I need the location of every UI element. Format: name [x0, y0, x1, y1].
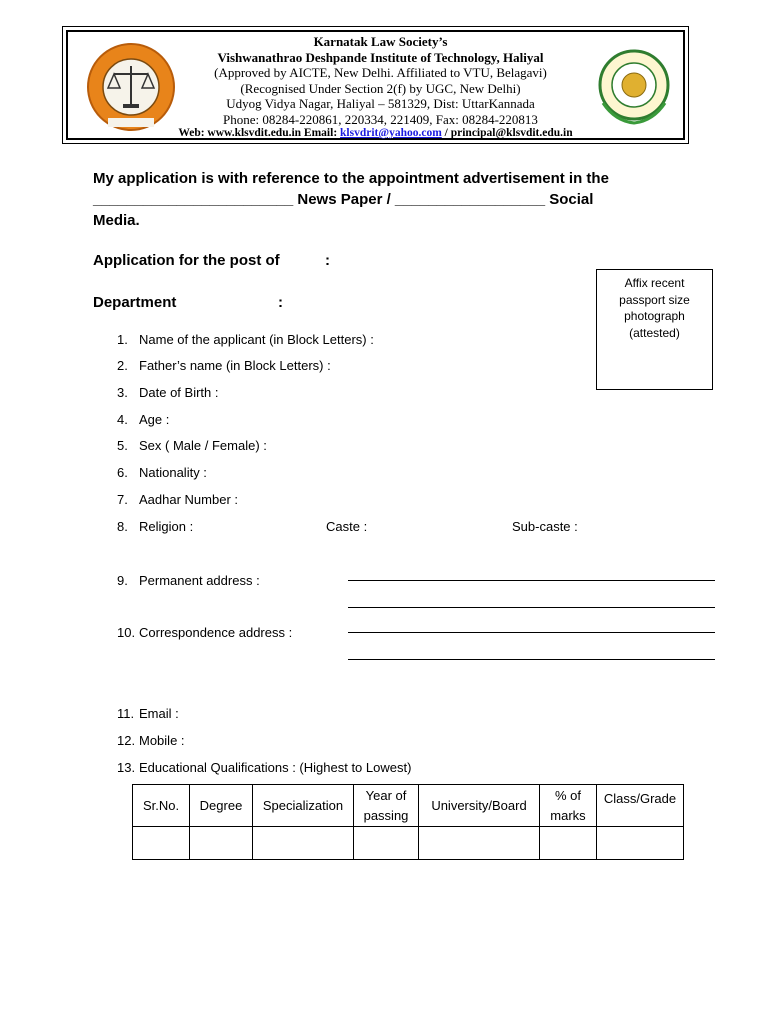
item-email — [117, 706, 179, 721]
approval-line: (Approved by AICTE, New Delhi. Affiliated to VTU, Belagavi) — [214, 65, 547, 80]
item-number: 3. — [117, 385, 128, 400]
item-label: Name of the applicant (in Block Letters) : — [139, 332, 374, 347]
address-line: Udyog Vidya Nagar, Haliyal – 581329, Dist: UttarKannada — [226, 96, 535, 111]
item-label: Permanent address : — [139, 573, 260, 588]
cell-specialization[interactable] — [253, 827, 354, 860]
reference-line-3: Media. — [93, 212, 140, 229]
cell-degree[interactable] — [190, 827, 253, 860]
correspondence-address-line-1[interactable] — [348, 632, 715, 633]
header-university-board: University/Board — [419, 785, 540, 827]
post-label: Application for the post of — [93, 252, 280, 269]
item-label: Age : — [139, 412, 170, 427]
web-email-line — [68, 127, 683, 139]
item-age — [117, 412, 169, 427]
letterhead-inner-border — [66, 30, 685, 140]
item-number: 5. — [117, 438, 128, 453]
item-permanent-address — [117, 573, 260, 588]
caste-label: Caste : — [326, 519, 368, 534]
cell-university-board[interactable] — [419, 827, 540, 860]
reference-line-1: My application is with reference to the appointment advertisement in the — [93, 170, 609, 187]
item-label: Email : — [139, 706, 179, 721]
item-correspondence-address — [117, 625, 292, 640]
recognition-line: (Recognised Under Section 2(f) by UGC, New Delhi) — [240, 80, 521, 96]
item-applicant-name — [117, 332, 374, 347]
item-number: 13. — [117, 760, 136, 775]
table-header-row — [133, 785, 684, 827]
society-name: Karnatak Law Society’s — [313, 34, 448, 49]
item-label: Correspondence address : — [139, 625, 293, 640]
college-seal-icon — [595, 45, 673, 125]
header-degree: Degree — [190, 785, 253, 827]
header-sr-no: Sr.No. — [133, 785, 190, 827]
correspondence-address-line-2[interactable] — [348, 659, 715, 660]
item-educational-qualifications — [117, 760, 411, 775]
item-number: 4. — [117, 412, 128, 427]
item-number: 6. — [117, 465, 128, 480]
item-father-name — [117, 358, 331, 373]
subcaste-label: Sub-caste : — [512, 519, 578, 534]
item-number: 2. — [117, 358, 128, 373]
header-specialization: Specialization — [253, 785, 354, 827]
item-label: Date of Birth : — [139, 385, 219, 400]
reference-line-2: ________________________ News Paper / __________________ Social — [93, 191, 594, 208]
permanent-address-line-2[interactable] — [348, 607, 715, 608]
item-number: 7. — [117, 492, 128, 507]
department-colon: : — [278, 294, 283, 311]
item-aadhar-number — [117, 492, 238, 507]
institute-name: Vishwanathrao Deshpande Institute of Technology, Haliyal — [217, 49, 544, 65]
scales-of-justice-icon — [86, 42, 176, 132]
item-number: 9. — [117, 573, 128, 588]
letterhead — [62, 26, 689, 144]
header-percent-marks: % of marks — [540, 785, 597, 827]
item-mobile — [117, 733, 185, 748]
item-sex — [117, 438, 267, 453]
department-label: Department — [93, 294, 177, 311]
item-number: 8. — [117, 519, 128, 534]
item-religion — [117, 519, 193, 534]
item-date-of-birth — [117, 385, 218, 400]
item-label: Nationality : — [139, 465, 207, 480]
principal-email: / principal@klsvdit.edu.in — [441, 127, 573, 139]
photo-box — [596, 269, 713, 390]
cell-sr-no[interactable] — [133, 827, 190, 860]
item-number: 10. — [117, 625, 136, 640]
item-label: Father’s name (in Block Letters) : — [139, 358, 331, 373]
post-colon: : — [325, 252, 330, 269]
item-label: Religion : — [139, 519, 194, 534]
item-number: 11. — [117, 706, 135, 721]
item-label: Sex ( Male / Female) : — [139, 438, 267, 453]
item-nationality — [117, 465, 207, 480]
header-year-of-passing: Year of passing — [354, 785, 419, 827]
item-label: Educational Qualifications : (Highest to Lowest) — [139, 760, 412, 775]
cell-percent-marks[interactable] — [540, 827, 597, 860]
photo-box-line-4: (attested) — [629, 325, 680, 340]
photo-box-line-3: photograph — [624, 309, 685, 323]
reference-paragraph — [93, 168, 693, 231]
header-class-grade: Class/Grade — [597, 785, 684, 827]
email-link[interactable]: klsvdrit@yahoo.com — [340, 127, 442, 139]
web-label: Web: www.klsvdit.edu.in Email: — [178, 127, 341, 139]
photo-box-line-2: passport size — [619, 292, 690, 307]
photo-box-line-1: Affix recent — [624, 276, 685, 290]
item-number: 12. — [117, 733, 136, 748]
item-label: Aadhar Number : — [139, 492, 238, 507]
letterhead-text — [188, 34, 573, 127]
qualification-table — [132, 784, 684, 860]
permanent-address-line-1[interactable] — [348, 580, 715, 581]
item-label: Mobile : — [139, 733, 185, 748]
item-number: 1. — [117, 332, 128, 347]
cell-year-of-passing[interactable] — [354, 827, 419, 860]
table-row — [133, 827, 684, 860]
phone-line: Phone: 08284-220861, 220334, 221409, Fax: 08284-220813 — [223, 111, 538, 127]
cell-class-grade[interactable] — [597, 827, 684, 860]
